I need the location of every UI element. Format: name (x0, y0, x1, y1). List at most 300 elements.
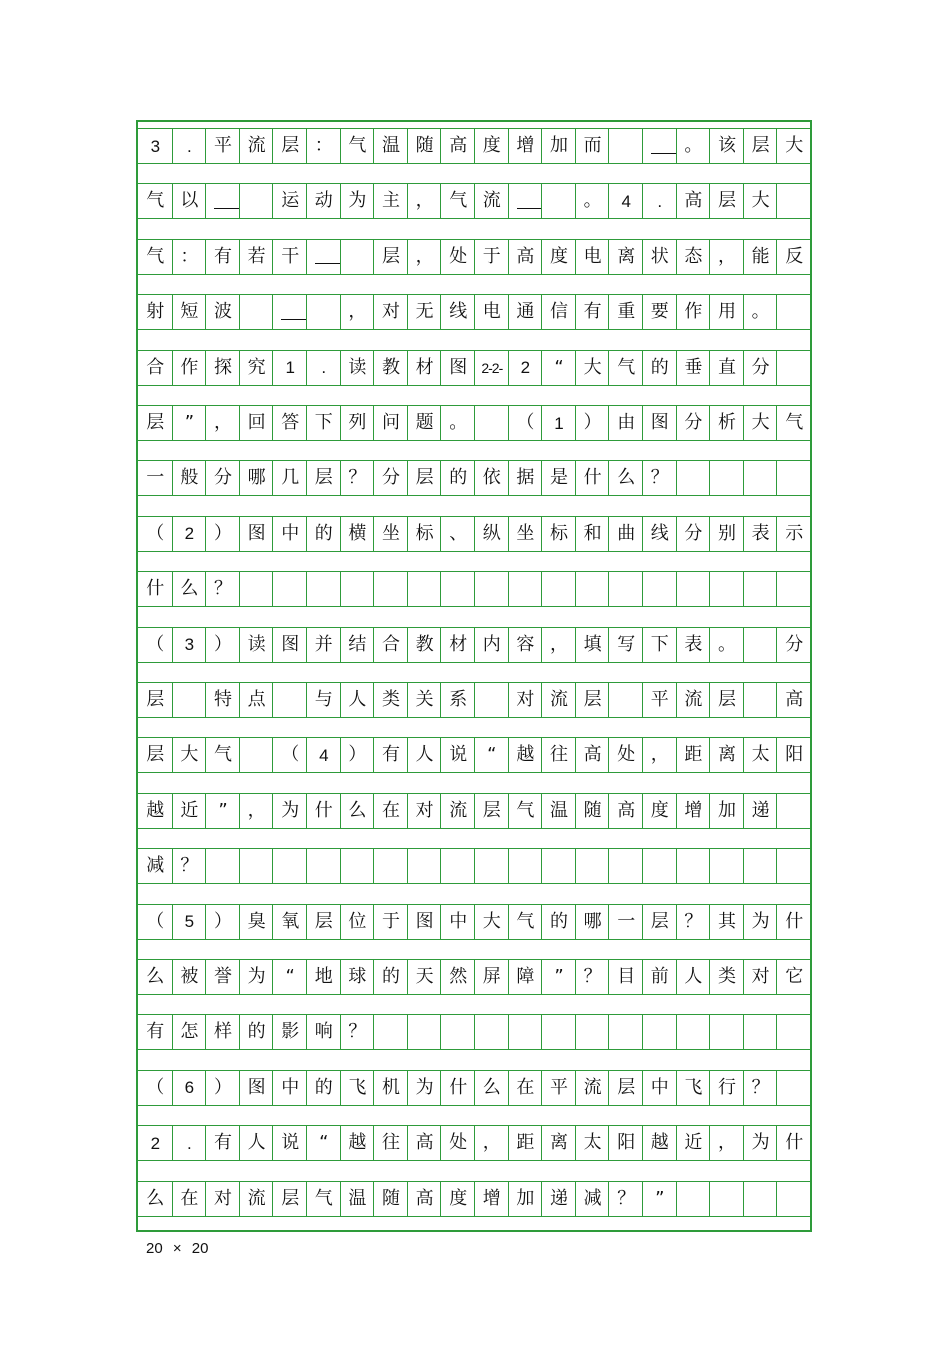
grid-cell (205, 904, 240, 940)
grid-cell (776, 959, 811, 995)
grid-cell (776, 627, 811, 663)
cell-char: 对 (516, 689, 535, 710)
cell-char: 离 (617, 245, 636, 267)
grid-cell (676, 571, 711, 607)
cell-char: 行 (717, 1076, 736, 1098)
grid-cell (272, 627, 307, 663)
cell-char: 纵 (482, 522, 501, 544)
grid-cell (172, 460, 207, 496)
grid-size-label (146, 1240, 214, 1257)
grid-cell (172, 294, 207, 330)
grid-cell (340, 904, 375, 940)
cell-char: 流 (684, 689, 703, 710)
grid-cell (642, 239, 677, 275)
grid-cell (743, 239, 778, 275)
grid-cell (575, 516, 610, 552)
grid-cell (340, 793, 375, 829)
grid-cell (676, 1125, 711, 1161)
cell-char: 气 (516, 799, 535, 821)
cell-char: 主 (381, 190, 400, 212)
cell-char: 加 (516, 1187, 535, 1209)
grid-cell (676, 183, 711, 219)
grid-cell (709, 959, 744, 995)
grid-cell (306, 793, 341, 829)
grid-cell (306, 737, 341, 773)
grid-cell (172, 405, 207, 441)
grid-cell (340, 516, 375, 552)
grid-cell (239, 516, 274, 552)
cell-char: （ (146, 522, 165, 544)
cell-char: 层 (314, 467, 333, 489)
grid-cell (306, 405, 341, 441)
cell-char: 气 (617, 356, 636, 378)
grid-cell (440, 460, 475, 496)
grid-cell (541, 1070, 576, 1106)
grid-cell (205, 350, 240, 386)
cell-char: ， (482, 1132, 501, 1154)
grid-cell (138, 737, 173, 773)
cell-char: 有 (213, 1132, 232, 1154)
grid-cell (575, 294, 610, 330)
grid-cell (440, 682, 475, 718)
cell-char: 用 (717, 301, 736, 323)
grid-cell (272, 128, 307, 164)
cell-char: 1 (554, 413, 564, 433)
grid-cell (743, 737, 778, 773)
cell-char: 作 (180, 356, 199, 378)
cell-char: ” (554, 966, 564, 987)
cell-char: 的 (314, 522, 333, 544)
cell-char: 教 (381, 356, 400, 378)
cell-char: 5 (184, 912, 195, 932)
grid-cell (407, 1181, 442, 1217)
grid-row (138, 183, 810, 219)
grid-cell (272, 848, 307, 884)
grid-cell (508, 239, 543, 275)
grid-cell (541, 239, 576, 275)
cell-char: 据 (516, 467, 535, 489)
grid-cell (172, 1070, 207, 1106)
cell-char: 层 (583, 689, 602, 710)
grid-cell (541, 848, 576, 884)
cell-char: 1 (285, 358, 295, 378)
grid-row (138, 1014, 810, 1050)
grid-cell (776, 1014, 811, 1050)
grid-cell (340, 1181, 375, 1217)
cell-char: 目 (617, 966, 636, 987)
cell-char: 6 (184, 1078, 195, 1098)
grid-cell (642, 1014, 677, 1050)
grid-row (138, 460, 810, 496)
grid-cell (172, 848, 207, 884)
cell-char: 横 (348, 522, 367, 544)
grid-cell (373, 516, 408, 552)
grid-cell (541, 1014, 576, 1050)
grid-cell (474, 737, 509, 773)
grid-cell (776, 904, 811, 940)
cell-char: 流 (549, 689, 568, 710)
cell-char: 高 (415, 1132, 434, 1154)
cell-char: 动 (314, 190, 333, 212)
grid-cell (508, 1070, 543, 1106)
grid-cell (440, 793, 475, 829)
cell-char: . (187, 136, 192, 156)
grid-cell (541, 1125, 576, 1161)
cell-char: 层 (650, 910, 669, 932)
grid-cell (709, 460, 744, 496)
cell-char: 层 (281, 1187, 300, 1209)
cell-char: 随 (583, 799, 602, 821)
grid-cell (575, 1014, 610, 1050)
grid-row (138, 571, 810, 607)
grid-cell (676, 1014, 711, 1050)
cell-char: 气 (348, 135, 367, 156)
grid-cell (776, 183, 811, 219)
grid-cell (541, 128, 576, 164)
grid-cell (709, 904, 744, 940)
grid-cell (340, 350, 375, 386)
grid-cell (440, 516, 475, 552)
cell-char: 么 (348, 799, 367, 821)
grid-cell (676, 848, 711, 884)
cell-char: 为 (751, 1132, 770, 1154)
cell-char: 态 (684, 245, 703, 267)
cell-char: ， (717, 1132, 736, 1154)
cell-char: 2-2- (481, 359, 503, 376)
grid-cell (709, 1070, 744, 1106)
grid-cell (407, 737, 442, 773)
cell-char: 离 (717, 744, 736, 766)
grid-cell (608, 183, 643, 219)
cell-char: 大 (751, 412, 770, 433)
grid-cell (205, 405, 240, 441)
cell-char: ） (213, 522, 232, 544)
grid-row (138, 627, 810, 663)
grid-cell (172, 1181, 207, 1217)
grid-cell (776, 793, 811, 829)
grid-cell (306, 1014, 341, 1050)
cell-char: 天 (415, 966, 434, 987)
cell-char: 坐 (381, 522, 400, 544)
grid-cell (138, 1181, 173, 1217)
grid-cell (676, 904, 711, 940)
grid-cell (608, 959, 643, 995)
cell-char: ， (717, 245, 736, 267)
grid-cell (172, 1014, 207, 1050)
grid-cell (575, 627, 610, 663)
cell-char: 流 (583, 1076, 602, 1098)
grid-row (138, 350, 810, 386)
cell-char: 层 (314, 910, 333, 932)
grid-cell (440, 627, 475, 663)
grid-cell (373, 460, 408, 496)
grid-cell (776, 1070, 811, 1106)
grid-cell (474, 239, 509, 275)
cell-char: 越 (516, 744, 535, 766)
grid-cell (373, 128, 408, 164)
grid-cell (776, 737, 811, 773)
cell-char: 加 (549, 135, 568, 156)
cell-char: 3 (150, 136, 161, 156)
cell-char: 与 (314, 689, 333, 710)
grid-cell (743, 460, 778, 496)
grid-cell (272, 516, 307, 552)
cell-char: 该 (717, 135, 736, 156)
cell-char: 探 (213, 356, 232, 378)
cell-char: 层 (415, 467, 434, 489)
grid-cell (373, 571, 408, 607)
cell-char: 层 (146, 412, 165, 433)
cell-char: 分 (785, 633, 804, 655)
cell-char: ？ (180, 855, 199, 877)
grid-cell (172, 793, 207, 829)
grid-cell (272, 1125, 307, 1161)
grid-cell (205, 460, 240, 496)
cell-char: 线 (449, 301, 468, 323)
grid-cell (205, 1125, 240, 1161)
cell-char: 人 (684, 966, 703, 987)
grid-cell (306, 848, 341, 884)
cell-char: 别 (717, 522, 736, 544)
grid-cell (743, 959, 778, 995)
cell-char: 距 (516, 1132, 535, 1154)
grid-cell (272, 682, 307, 718)
cell-char: 的 (247, 1021, 266, 1043)
grid-cell (205, 1070, 240, 1106)
grid-cell (541, 571, 576, 607)
cell-char: 递 (549, 1187, 568, 1209)
cell-char: 太 (751, 744, 770, 766)
cell-char: 图 (247, 522, 266, 544)
cell-char: 高 (415, 1187, 434, 1209)
cell-char: 平 (549, 1076, 568, 1098)
grid-cell (340, 183, 375, 219)
cell-char: 高 (449, 135, 468, 156)
cell-char: 越 (146, 799, 165, 821)
cell-char: 。 (684, 135, 703, 156)
grid-cell (776, 239, 811, 275)
grid-cell (743, 904, 778, 940)
cell-char: 图 (650, 412, 669, 433)
grid-cell (541, 959, 576, 995)
cell-char: 的 (449, 467, 468, 489)
grid-cell (440, 405, 475, 441)
grid-cell (340, 682, 375, 718)
cell-char: （ (146, 1076, 165, 1098)
grid-cell (138, 1070, 173, 1106)
grid-cell (407, 128, 442, 164)
cell-char: 增 (482, 1187, 501, 1209)
cell-char: 垂 (684, 356, 703, 378)
cell-char: 几 (281, 467, 300, 489)
grid-cell (205, 128, 240, 164)
cell-char: 曲 (617, 522, 636, 544)
cell-char: 干 (281, 245, 300, 267)
cell-char: 而 (583, 135, 602, 156)
cell-char: （ (146, 633, 165, 655)
grid-cell (340, 571, 375, 607)
grid-cell (440, 571, 475, 607)
grid-cell (239, 350, 274, 386)
grid-cell (440, 737, 475, 773)
cell-char: ） (213, 910, 232, 932)
cell-char: 处 (449, 1132, 468, 1154)
grid-cell (776, 1125, 811, 1161)
grid-cell (239, 239, 274, 275)
grid-cell (743, 627, 778, 663)
fill-in-blank (315, 249, 341, 264)
cell-char: 怎 (180, 1021, 199, 1043)
grid-cell (407, 239, 442, 275)
cell-char: （ (281, 744, 300, 766)
cell-char: 点 (247, 689, 266, 710)
grid-cell (239, 627, 274, 663)
grid-cell (541, 793, 576, 829)
grid-cell (205, 959, 240, 995)
grid-cell (306, 294, 341, 330)
cell-char: 减 (146, 855, 165, 877)
grid-cell (575, 571, 610, 607)
grid-cell (608, 460, 643, 496)
grid-cell (138, 183, 173, 219)
cell-char: 层 (717, 190, 736, 212)
grid-cell (172, 737, 207, 773)
cell-char: 说 (449, 744, 468, 766)
grid-cell (373, 682, 408, 718)
grid-cell (508, 183, 543, 219)
cell-char: 析 (717, 412, 736, 433)
grid-cell (776, 405, 811, 441)
grid-cell (205, 1181, 240, 1217)
cell-char: 流 (449, 799, 468, 821)
grid-cell (608, 737, 643, 773)
cell-char: 誉 (213, 966, 232, 987)
cell-char: ） (348, 744, 367, 766)
grid-cell (172, 904, 207, 940)
cell-char: 为 (247, 966, 266, 987)
grid-cell (272, 405, 307, 441)
cell-char: 无 (415, 301, 434, 323)
grid-cell (541, 627, 576, 663)
grid-cell (306, 682, 341, 718)
grid-cell (205, 682, 240, 718)
cell-char: ： (180, 245, 199, 267)
cell-char: 的 (549, 910, 568, 932)
cell-char: 高 (617, 799, 636, 821)
grid-row (138, 1070, 810, 1106)
grid-cell (138, 460, 173, 496)
grid-cell (306, 1125, 341, 1161)
grid-cell (474, 959, 509, 995)
cell-char: 度 (449, 1187, 468, 1209)
cell-char: 坐 (516, 522, 535, 544)
grid-cell (272, 350, 307, 386)
grid-cell (239, 959, 274, 995)
grid-cell (676, 1070, 711, 1106)
fill-in-blank (214, 194, 240, 209)
grid-cell (205, 239, 240, 275)
grid-cell (508, 405, 543, 441)
cell-char: 随 (381, 1187, 400, 1209)
grid-cell (239, 848, 274, 884)
cell-char: ： (314, 135, 333, 156)
grid-cols: 20 (146, 1240, 163, 1257)
grid-cell (340, 128, 375, 164)
cell-char: 通 (516, 301, 535, 323)
cell-char: 是 (549, 467, 568, 489)
grid-cell (138, 350, 173, 386)
grid-cell (575, 350, 610, 386)
cell-char: 哪 (583, 910, 602, 932)
grid-cell (575, 183, 610, 219)
cell-char: 层 (751, 135, 770, 156)
cell-char: 处 (617, 744, 636, 766)
cell-char: 要 (650, 301, 669, 323)
grid-cell (340, 1070, 375, 1106)
cell-char: 对 (415, 799, 434, 821)
grid-cell (709, 1181, 744, 1217)
grid-cell (575, 793, 610, 829)
grid-cell (138, 848, 173, 884)
cell-char: 的 (314, 1076, 333, 1098)
grid-cell (676, 1181, 711, 1217)
cell-char: 为 (281, 799, 300, 821)
cell-char: 对 (751, 966, 770, 987)
cell-char: 距 (684, 744, 703, 766)
grid-cell (340, 627, 375, 663)
grid-cell (172, 350, 207, 386)
grid-cell (239, 1181, 274, 1217)
grid-cell (541, 682, 576, 718)
cell-char: 么 (482, 1076, 501, 1098)
grid-cell (676, 128, 711, 164)
cell-char: ， (549, 633, 568, 655)
cell-char: 读 (247, 633, 266, 655)
cell-char: 么 (146, 966, 165, 987)
cell-char: ” (218, 799, 228, 821)
grid-cell (709, 737, 744, 773)
grid-cell (508, 1014, 543, 1050)
grid-cell (743, 848, 778, 884)
cell-char: 中 (281, 522, 300, 544)
grid-cell (205, 737, 240, 773)
grid-cell (541, 904, 576, 940)
cell-char: ， (415, 245, 434, 267)
cell-char: 度 (549, 245, 568, 267)
cell-char: 气 (146, 190, 165, 212)
grid-cell (373, 239, 408, 275)
grid-cell (373, 1181, 408, 1217)
grid-row (138, 793, 810, 829)
grid-cell (373, 1014, 408, 1050)
grid-cell (608, 294, 643, 330)
cell-char: 增 (516, 135, 535, 156)
grid-cell (575, 128, 610, 164)
cell-char: ， (213, 412, 232, 433)
cell-char: 于 (381, 910, 400, 932)
cell-char: 在 (180, 1187, 199, 1209)
grid-cell (407, 350, 442, 386)
grid-cell (373, 627, 408, 663)
grid-cell (340, 405, 375, 441)
grid-cell (743, 128, 778, 164)
grid-cell (474, 1070, 509, 1106)
grid-cell (440, 128, 475, 164)
grid-cell (575, 1070, 610, 1106)
cell-char: 写 (617, 633, 636, 655)
cell-char: 标 (415, 522, 434, 544)
grid-cell (776, 682, 811, 718)
